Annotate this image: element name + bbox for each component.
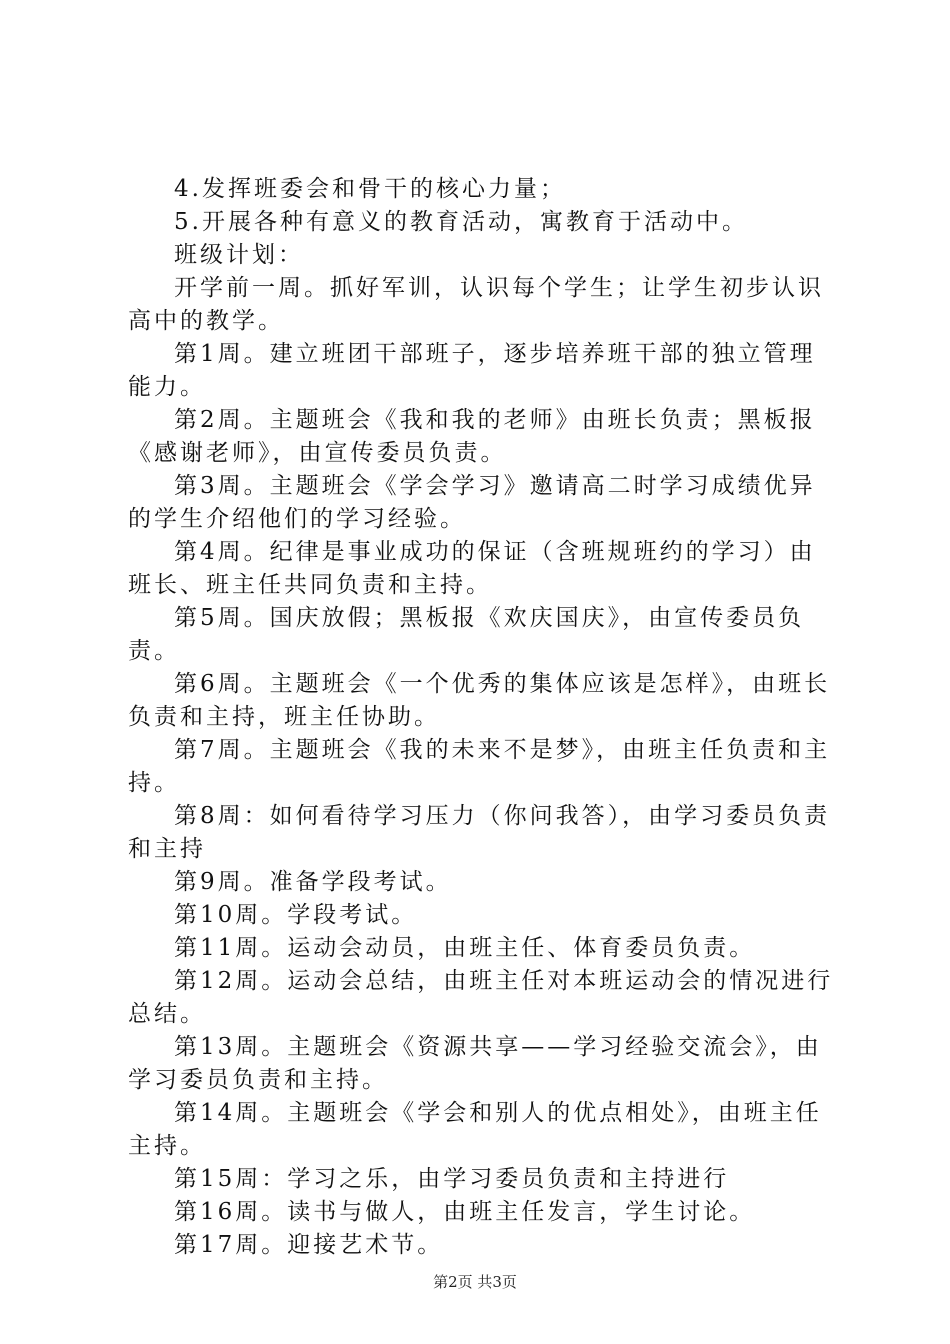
paragraph: 第4周。纪律是事业成功的保证（含班规班约的学习）由班长、班主任共同负责和主持。 xyxy=(128,539,816,598)
paragraph: 第11周。运动会动员，由班主任、体育委员负责。 xyxy=(174,935,756,961)
paragraph: 第2周。主题班会《我和我的老师》由班长负责；黑板报《感谢老师》，由宣传委员负责。 xyxy=(128,407,816,466)
paragraph: 第16周。读书与做人，由班主任发言，学生讨论。 xyxy=(174,1199,756,1225)
paragraph: 第9周。准备学段考试。 xyxy=(174,869,452,895)
paragraph: 第10周。学段考试。 xyxy=(174,902,418,928)
paragraph: 5.开展各种有意义的教育活动，寓教育于活动中。 xyxy=(174,209,748,235)
paragraph: 开学前一周。抓好军训，认识每个学生；让学生初步认识高中的教学。 xyxy=(128,275,824,334)
paragraph: 4.发挥班委会和骨干的核心力量； xyxy=(174,176,566,202)
paragraph: 第7周。主题班会《我的未来不是梦》，由班主任负责和主持。 xyxy=(128,737,831,796)
paragraph: 第3周。主题班会《学会学习》邀请高二时学习成绩优异的学生介绍他们的学习经验。 xyxy=(128,473,816,532)
paragraph: 第12周。运动会总结，由班主任对本班运动会的情况进行总结。 xyxy=(128,968,834,1027)
paragraph: 第14周。主题班会《学会和别人的优点相处》，由班主任主持。 xyxy=(128,1100,822,1159)
paragraph: 第5周。国庆放假；黑板报《欢庆国庆》，由宣传委员负责。 xyxy=(128,605,805,664)
paragraph: 第17周。迎接艺术节。 xyxy=(174,1232,444,1258)
paragraph: 第8周：如何看待学习压力（你问我答），由学习委员负责和主持 xyxy=(128,803,831,862)
paragraph: 第1周。建立班团干部班子，逐步培养班干部的独立管理能力。 xyxy=(128,341,816,400)
paragraph: 第13周。主题班会《资源共享——学习经验交流会》，由学习委员负责和主持。 xyxy=(128,1034,822,1093)
paragraph: 班级计划： xyxy=(174,242,304,268)
paragraph: 第15周：学习之乐，由学习委员负责和主持进行 xyxy=(174,1166,730,1192)
page-number-footer: 第2页 共3页 xyxy=(433,1273,517,1291)
paragraph: 第6周。主题班会《一个优秀的集体应该是怎样》，由班长负责和主持，班主任协助。 xyxy=(128,671,831,730)
document-body xyxy=(128,173,836,1262)
